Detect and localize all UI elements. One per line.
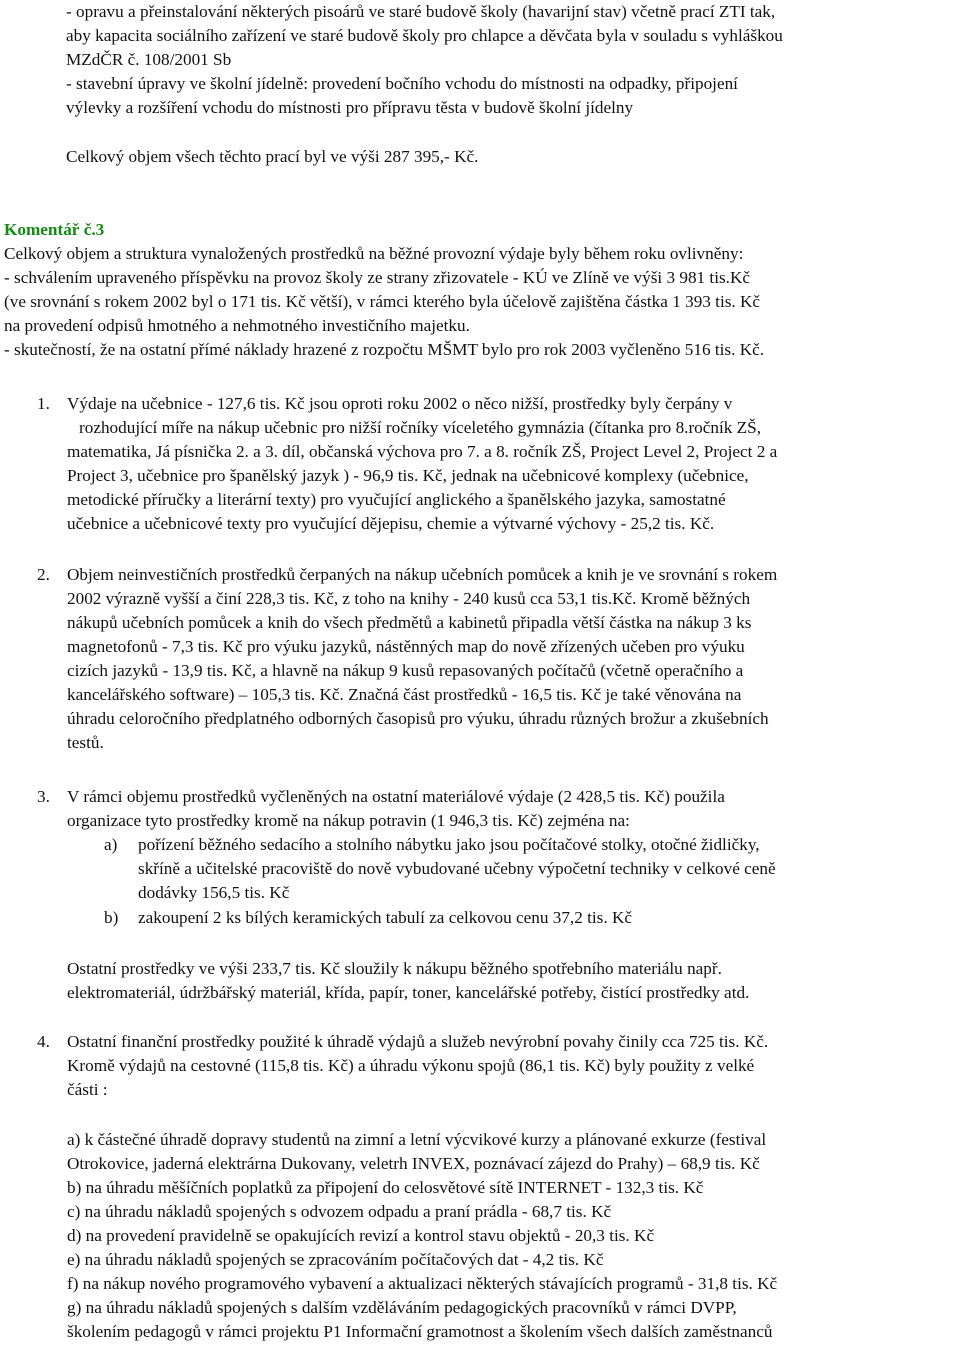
comment-line: (ve srovnání s rokem 2002 byl o 171 tis. Kč větší), v rámci kterého byla účelově zajištěna částka 1 393 tis. Kč (4, 292, 761, 311)
item-line: kancelářského software) – 105,3 tis. Kč. Značná část prostředků - 16,5 tis. Kč je také věnována na (67, 685, 742, 704)
item-line: V rámci objemu prostředků vyčleněných na ostatní materiálové výdaje (2 428,5 tis. Kč) použila (67, 787, 725, 806)
item-line: Kromě výdajů na cestovné (115,8 tis. Kč) a úhradu výkonu spojů (86,1 tis. Kč) byly použity z velké (67, 1056, 755, 1075)
item-line: rozhodující míře na nákup učebnic pro nižší ročníky víceletého gymnázia (čítanka pro 8.ročník ZŠ, (79, 418, 762, 437)
item-line: matematika, Já písnička 2. a 3. díl, občanská výchova pro 7. a 8. ročník ZŠ, Project Level 2, Project 2 a (67, 442, 778, 461)
intro-line: - opravu a přeinstalování některých pisoárů ve staré budově školy (havarijní stav) včetně prací ZTI tak, (66, 2, 776, 21)
item-line: části : (67, 1080, 108, 1099)
item-line: Objem neinvestičních prostředků čerpaných na nákup učebních pomůcek a knih je ve srovnání s rokem (67, 565, 778, 584)
item-number: 4. (37, 1032, 50, 1051)
subitem-line: dodávky 156,5 tis. Kč (138, 883, 290, 902)
item-line: Project 3, učebnice pro španělský jazyk ) - 96,9 tis. Kč, jednak na učebnicové komplexy (učebnice, (67, 466, 749, 485)
item-list-line: a) k částečné úhradě dopravy studentů na zimní a letní výcvikové kurzy a plánované exkurze (festival (67, 1130, 767, 1149)
item-number: 3. (37, 787, 50, 806)
item-line: 2002 výrazně vyšší a činí 228,3 tis. Kč, z toho na knihy - 240 kusů cca 53,1 tis.Kč. Kromě běžných (67, 589, 751, 608)
item-line: učebnice a učebnicové texty pro vyučující dějepisu, chemie a výtvarné výchovy - 25,2 tis. Kč. (67, 514, 715, 533)
comment-line: Celkový objem a struktura vynaložených prostředků na běžné provozní výdaje byly během roku ovlivněny: (4, 244, 744, 263)
item-list-line: d) na provedení pravidelně se opakujících revizí a kontrol stavu objektů - 20,3 tis. Kč (67, 1226, 655, 1245)
item-list-line: školením pedagogů v rámci projektu P1 Informační gramotnost a školením všech dalších zaměstnanců (67, 1322, 773, 1341)
subitem-label: b) (104, 908, 119, 927)
subitem-label: a) (104, 835, 118, 854)
comment-line: na provedení odpisů hmotného a nehmotného investičního majetku. (4, 316, 470, 335)
item-line: Ostatní prostředky ve výši 233,7 tis. Kč sloužily k nákupu běžného spotřebního materiálu např. (67, 959, 722, 978)
item-list-line: e) na úhradu nákladů spojených se zpracováním počítačových dat - 4,2 tis. Kč (67, 1250, 604, 1269)
item-line: testů. (67, 733, 104, 752)
item-line: Výdaje na učebnice - 127,6 tis. Kč jsou oproti roku 2002 o něco nižší, prostředky byly čerpány v (67, 394, 733, 413)
comment-line: - schválením upraveného příspěvku na provoz školy ze strany zřizovatele - KÚ ve Zlíně ve výši 3 981 tis.Kč (4, 268, 751, 287)
item-line: Ostatní finanční prostředky použité k úhradě výdajů a služeb nevýrobní povahy činily cca 725 tis. Kč. (67, 1032, 769, 1051)
item-line: magnetofonů - 7,3 tis. Kč pro výuku jazyků, nástěnných map do nově zřízených učeben pro výuku (67, 637, 745, 656)
item-list-line: g) na úhradu nákladů spojených s dalším vzděláváním pedagogických pracovníků v rámci DVPP, (67, 1298, 737, 1317)
item-line: cizích jazyků - 13,9 tis. Kč, a hlavně na nákup 9 kusů repasovaných počítačů (včetně operačního a (67, 661, 744, 680)
item-line: metodické příručky a literární texty) pro vyučující anglického a španělského jazyka, samostatné (67, 490, 726, 509)
intro-line: aby kapacita sociálního zařízení ve staré budově školy pro chlapce a děvčata byla v souladu s vyhláškou (66, 26, 783, 45)
item-line: elektromateriál, údržbářský materiál, křída, papír, toner, kancelářské potřeby, čistící prostředky atd. (67, 983, 750, 1002)
intro-line: MZdČR č. 108/2001 Sb (66, 50, 232, 69)
subitem-line: skříně a učitelské pracoviště do nově vybudované učebny výpočetní techniky v celkové ceně (138, 859, 776, 878)
item-number: 1. (37, 394, 50, 413)
item-list-line: f) na nákup nového programového vybavení a aktualizaci některých stávajících programů - 31,8 tis. Kč (67, 1274, 778, 1293)
item-line: úhradu celoročního předplatného odborných časopisů pro výuku, úhradu různých brožur a zkušebních (67, 709, 769, 728)
comment-heading: Komentář č.3 (4, 220, 105, 239)
total-costs: Celkový objem všech těchto prací byl ve výši 287 395,- Kč. (66, 147, 479, 166)
subitem-line: zakoupení 2 ks bílých keramických tabulí za celkovou cenu 37,2 tis. Kč (138, 908, 632, 927)
intro-line: - stavební úpravy ve školní jídelně: provedení bočního vchodu do místnosti na odpadky, připojení (66, 74, 738, 93)
item-list-line: Otrokovice, jaderná elektrárna Dukovany, veletrh INVEX, poznávací zájezd do Prahy) – 68,9 tis. Kč (67, 1154, 760, 1173)
subitem-line: pořízení běžného sedacího a stolního nábytku jako jsou počítačové stolky, otočné židličky, (138, 835, 760, 854)
item-line: nákupů učebních pomůcek a knih do všech předmětů a kabinetů připadla větší částka na nákup 3 ks (67, 613, 752, 632)
intro-line: výlevky a rozšíření vchodu do místnosti pro přípravu těsta v budově školní jídelny (66, 98, 634, 117)
comment-line: - skutečností, že na ostatní přímé náklady hrazené z rozpočtu MŠMT bylo pro rok 2003 vyčleněno 516 tis. Kč. (4, 340, 765, 359)
item-list-line: b) na úhradu měšíčních poplatků za připojení do celosvětové sítě INTERNET - 132,3 tis. Kč (67, 1178, 704, 1197)
item-line: organizace tyto prostředky kromě na nákup potravin (1 946,3 tis. Kč) zejména na: (67, 811, 630, 830)
item-list-line: c) na úhradu nákladů spojených s odvozem odpadu a praní prádla - 68,7 tis. Kč (67, 1202, 612, 1221)
item-number: 2. (37, 565, 50, 584)
